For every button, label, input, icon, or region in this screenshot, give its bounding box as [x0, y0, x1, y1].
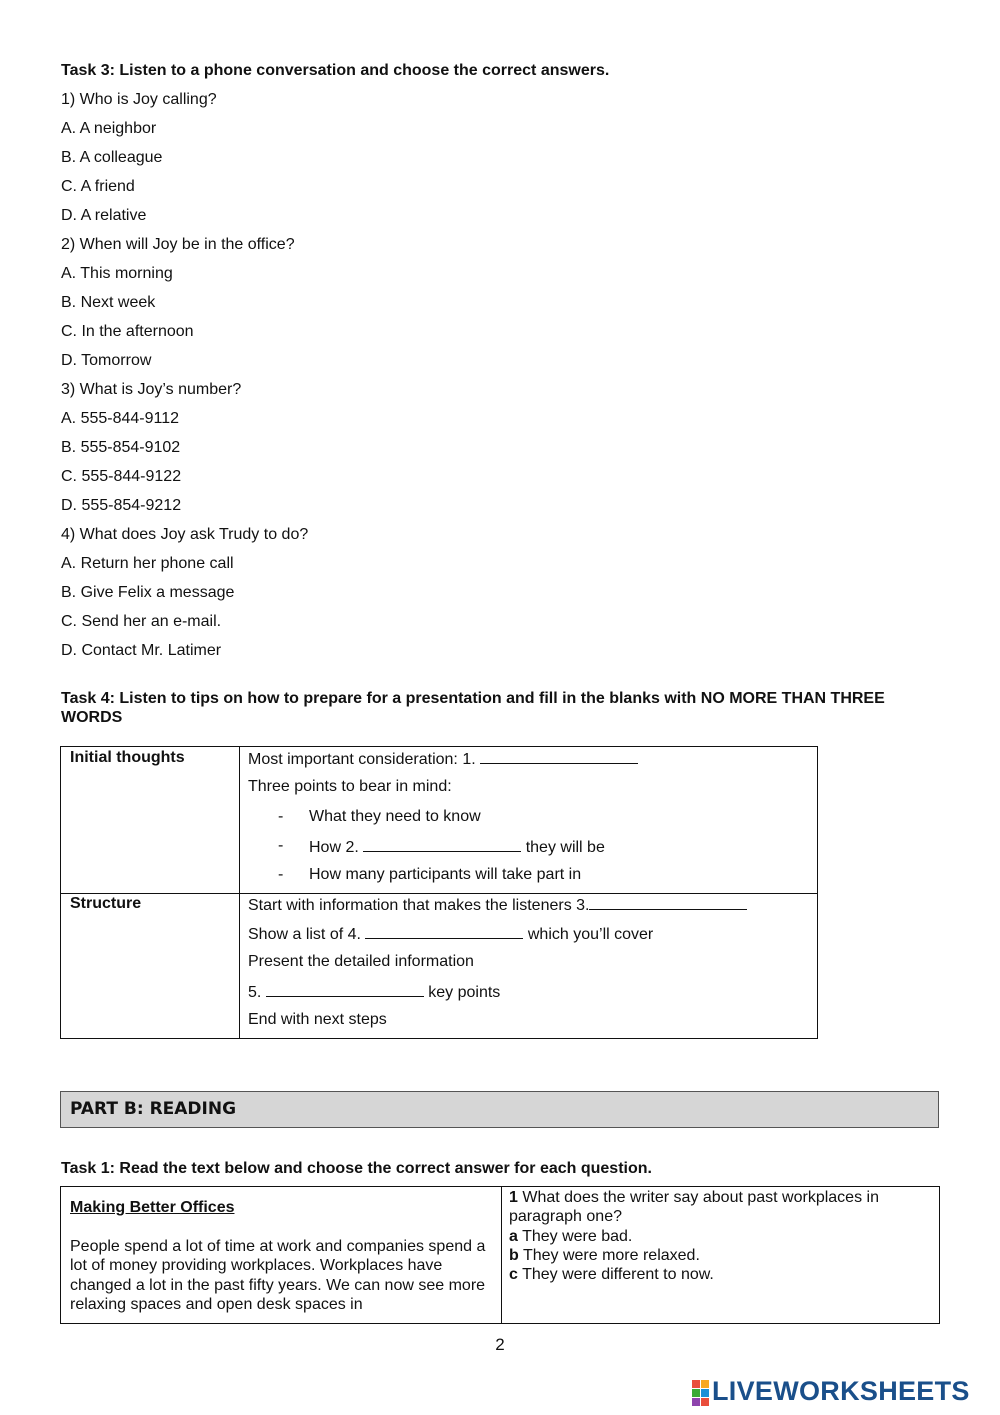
task3-title: Task 3: Listen to a phone conversation and choose the correct answers. [61, 62, 610, 79]
blank-3[interactable] [589, 894, 747, 910]
option-4b[interactable]: B. Give Felix a message [61, 584, 235, 601]
logo-text: LIVEWORKSHEETS [712, 1376, 970, 1406]
option-4a[interactable]: A. Return her phone call [61, 555, 234, 572]
question-2: 2) When will Joy be in the office? [61, 236, 295, 253]
structure-line-2: Show a list of 4. which you’ll cover [248, 923, 653, 945]
bullet-dash: - [278, 808, 284, 825]
initial-line-2: Three points to bear in mind: [248, 778, 452, 795]
option-2b[interactable]: B. Next week [61, 294, 156, 311]
row-label-initial-thoughts: Initial thoughts [70, 749, 185, 766]
blank-1[interactable] [480, 748, 638, 764]
part-b-heading-text: PART B: READING [70, 1099, 237, 1119]
initial-bullet-3: How many participants will take part in [309, 866, 582, 883]
article-title: Making Better Offices [70, 1199, 235, 1216]
blank-5[interactable] [266, 981, 424, 997]
option-3c[interactable]: C. 555-844-9122 [61, 468, 182, 485]
bullet-dash: - [278, 866, 284, 883]
page-number: 2 [495, 1335, 505, 1354]
part-b-heading [60, 1091, 939, 1128]
option-1b[interactable]: B. A colleague [61, 149, 163, 166]
reading-option-b[interactable]: b They were more relaxed. [509, 1247, 700, 1264]
structure-line-3: Present the detailed information [248, 953, 474, 970]
option-2a[interactable]: A. This morning [61, 265, 173, 282]
structure-line-1: Start with information that makes the listeners 3. [248, 894, 747, 916]
option-1d[interactable]: D. A relative [61, 207, 147, 224]
option-3d[interactable]: D. 555-854-9212 [61, 497, 182, 514]
structure-line-4: 5. key points [248, 981, 500, 1003]
reading-table [60, 1186, 940, 1324]
reading-question-1: 1 What does the writer say about past workplaces in paragraph one? [509, 1189, 879, 1226]
initial-bullet-1: What they need to know [309, 808, 481, 825]
reading-task1-title: Task 1: Read the text below and choose the correct answer for each question. [61, 1160, 652, 1177]
initial-bullet-2: How 2. they will be [309, 836, 605, 858]
option-4c[interactable]: C. Send her an e-mail. [61, 613, 222, 630]
bullet-dash: - [278, 837, 284, 854]
row-label-structure: Structure [70, 895, 142, 912]
article-paragraph: People spend a lot of time at work and companies spend a lot of money providing workplaces. Workplaces have changed a lot in the past fifty years. We can now see more relaxing spaces and open desk spaces in [70, 1238, 486, 1313]
task4-title-line1: Task 4: Listen to tips on how to prepare for a presentation and fill in the blanks with NO MORE THAN THREE [61, 690, 885, 707]
task4-title-line2: WORDS [61, 709, 123, 726]
blank-2[interactable] [363, 836, 521, 852]
option-1c[interactable]: C. A friend [61, 178, 135, 195]
question-4: 4) What does Joy ask Trudy to do? [61, 526, 309, 543]
option-4d[interactable]: D. Contact Mr. Latimer [61, 642, 222, 659]
task4-table [60, 746, 818, 1039]
blank-4[interactable] [365, 923, 523, 939]
question-1: 1) Who is Joy calling? [61, 91, 217, 108]
option-3b[interactable]: B. 555-854-9102 [61, 439, 181, 456]
reading-option-a[interactable]: a They were bad. [509, 1228, 633, 1245]
logo-blocks-icon [692, 1380, 710, 1406]
initial-line-1: Most important consideration: 1. [248, 748, 638, 770]
option-2c[interactable]: C. In the afternoon [61, 323, 194, 340]
structure-line-5: End with next steps [248, 1011, 387, 1028]
option-2d[interactable]: D. Tomorrow [61, 352, 152, 369]
option-3a[interactable]: A. 555-844-9112 [61, 410, 180, 427]
question-3: 3) What is Joy’s number? [61, 381, 242, 398]
reading-option-c[interactable]: c They were different to now. [509, 1266, 714, 1283]
option-1a[interactable]: A. A neighbor [61, 120, 157, 137]
